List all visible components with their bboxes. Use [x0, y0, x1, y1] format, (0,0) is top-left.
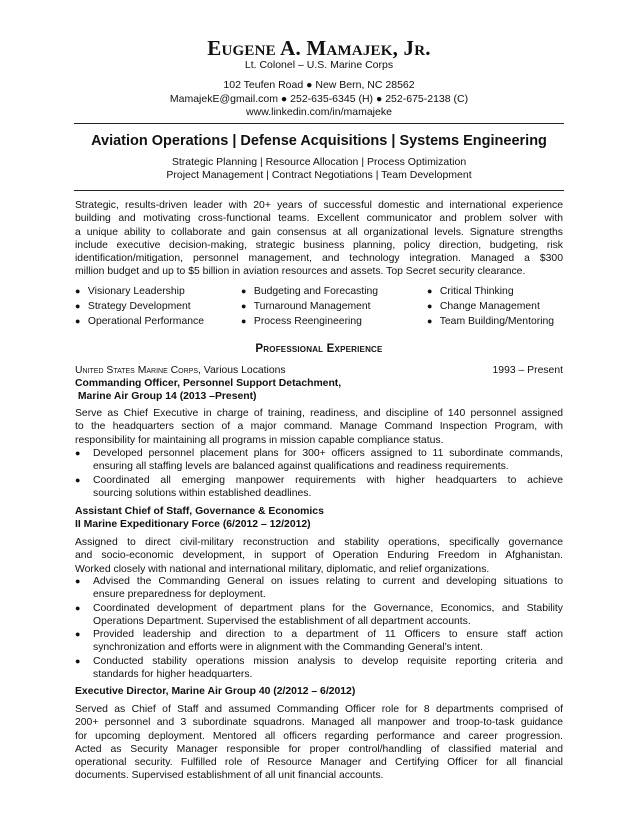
candidate-contact: MamajekE@gmail.com ● 252-635-6345 (H) ● 252-675-2138 (C) — [169, 93, 469, 105]
bullet-icon: ● — [427, 301, 433, 311]
bullet-icon: ● — [241, 316, 247, 326]
subheadline-line-2: Project Management | Contract Negotiations | Team Development — [166, 169, 472, 181]
skills-column-3 — [427, 284, 554, 329]
skill-item: ● Visionary Leadership — [75, 286, 185, 297]
linkedin-link[interactable]: www.linkedin.com/in/mamajeke — [246, 106, 392, 118]
bullet-icon: ● — [241, 301, 247, 311]
bullet-icon: ● — [75, 474, 81, 485]
employer-location: Various Locations — [203, 365, 286, 376]
skill-item: ● Critical Thinking — [427, 286, 514, 297]
role-description — [75, 536, 563, 576]
role-unit: II Marine Expeditionary Force (6/2012 – 12/2012) — [75, 519, 311, 530]
bullet-icon: ● — [75, 286, 81, 296]
description-line: Worked closely with national and international military, diplomatic, and relief organizations. — [75, 563, 490, 575]
list-item: ● Advised the Commanding General on issues relating to current and developing situations to ensure preparedness for deployment. — [75, 576, 563, 601]
description-line: documents. Supervised establishment of all unit financial accounts. — [75, 770, 384, 782]
candidate-title: Lt. Colonel – U.S. Marine Corps — [244, 59, 394, 71]
role-title: Executive Director, Marine Air Group 40 (2/2012 – 6/2012) — [75, 686, 356, 697]
bullet-icon: ● — [427, 316, 433, 326]
role-unit: Marine Air Group 14 (2013 –Present) — [75, 391, 257, 402]
description-line: Acted as Security Manager responsible for proper control/handling of classified material and — [75, 743, 563, 755]
list-item: ● Provided leadership and direction to a department of 11 Officers to ensure staff action synchronization and efforts were in alignment with the Commanding General’s intent. — [75, 629, 563, 654]
skill-item: ● Strategy Development — [75, 301, 191, 312]
bullet-icon: ● — [75, 602, 81, 613]
description-line: to the headquarters section of a major command. Manage Command Inspection Program, with — [75, 421, 563, 433]
skill-item: ● Operational Performance — [75, 316, 204, 327]
bullet-icon: ● — [75, 576, 81, 586]
skill-item: ● Process Reengineering — [241, 316, 362, 327]
bullet-icon: ● — [75, 448, 81, 458]
list-item: ● Developed personnel placement plans for 300+ officers assigned to 11 subordinate commands, ensuring all staffing levels are balanced against qualifications and readiness requirements. — [75, 448, 563, 473]
role-bullets — [75, 575, 563, 681]
list-item: ● Coordinated development of department plans for the Governance, Economics, and Stability Operations Department. Supervised the establishment of all department accounts. — [75, 602, 563, 627]
summary-line: identification/mitigation, personnel management, and technology integration. Managed a $300 — [75, 253, 563, 265]
summary-divider — [74, 190, 564, 191]
list-item: ● Coordinated all emerging manpower requirements with higher headquarters to achieve sourcing solutions within established deadlines. — [75, 474, 563, 499]
bullet-icon: ● — [427, 286, 433, 296]
description-line: and socio-economic development, in support of Operation Enduring Freedom in Afghanistan. — [75, 550, 563, 562]
summary-line: million budget and up to $5 billion in aviation resources and assets. Top Secret security clearance. — [75, 266, 526, 278]
employment-dates: 1993 – Present — [492, 365, 563, 376]
description-line: Served as Chief of Staff and assumed Commanding Officer role for 8 departments comprised of — [75, 704, 563, 715]
summary-line: a unique ability to collaborate and gain consensus at all organizational levels. Signature strengths — [75, 226, 563, 238]
role-title: Commanding Officer, Personnel Support Detachment, — [75, 378, 342, 389]
role-bullets — [75, 447, 563, 500]
skills-column-1 — [75, 284, 204, 329]
skill-item: ● Turnaround Management — [241, 301, 371, 312]
summary-line: Strategic, results-driven leader with 20+ years of successful domestic and international experience — [75, 200, 563, 211]
role-description — [75, 407, 563, 447]
employer-name: United States Marine Corps, — [75, 365, 201, 376]
candidate-address: 102 Teufen Road ● New Bern, NC 28562 — [223, 79, 415, 91]
bullet-icon: ● — [75, 629, 81, 640]
skill-item: ● Change Management — [427, 301, 540, 312]
description-line: operational security. Fulfilled role of Resource Manager and Certifying Officer for all financial — [75, 757, 563, 769]
bullet-icon: ● — [75, 301, 81, 311]
role-description — [75, 703, 563, 783]
summary-line: include executive decision-making, strategic business planning, policy direction, budgeting, risk — [75, 239, 563, 251]
skill-item: ● Team Building/Mentoring — [427, 316, 555, 327]
headline: Aviation Operations | Defense Acquisitions | Systems Engineering — [91, 133, 547, 149]
subheadline-line-1: Strategic Planning | Resource Allocation | Process Optimization — [171, 156, 467, 168]
section-title-experience: Professional Experience — [255, 343, 383, 355]
description-line: for upcoming deployment. Mentored all officers regarding performance and career progression. — [75, 730, 563, 742]
employer-row — [75, 364, 563, 377]
bullet-icon: ● — [75, 316, 81, 326]
bullet-icon: ● — [75, 655, 81, 666]
professional-summary — [75, 199, 563, 279]
candidate-name: Eugene A. Mamajek, Jr. — [207, 36, 431, 60]
skill-item: ● Budgeting and Forecasting — [241, 286, 379, 297]
description-line: responsibility for maintaining all programs in mission capable compliance status. — [75, 434, 444, 446]
header-divider — [74, 123, 564, 124]
description-line: Assigned to direct civil-military reconstruction and stability operations, specifically governance — [75, 537, 563, 548]
description-line: Serve as Chief Executive in charge of training, readiness, and discipline of 140 personnel assigned — [75, 408, 563, 419]
description-line: 200+ personnel and 3 subordinate squadrons. Managed all manpower and troop-to-task guidance — [75, 717, 563, 729]
role-title: Assistant Chief of Staff, Governance & Economics — [75, 506, 324, 517]
list-item: ● Conducted stability operations mission analysis to develop requisite reporting criteria and standards for higher headquarters. — [75, 655, 563, 681]
bullet-icon: ● — [241, 286, 247, 296]
skills-column-2 — [241, 284, 378, 329]
summary-line: building and motivating cross-functional teams. Excellent communicator and problem solver with — [75, 213, 563, 225]
